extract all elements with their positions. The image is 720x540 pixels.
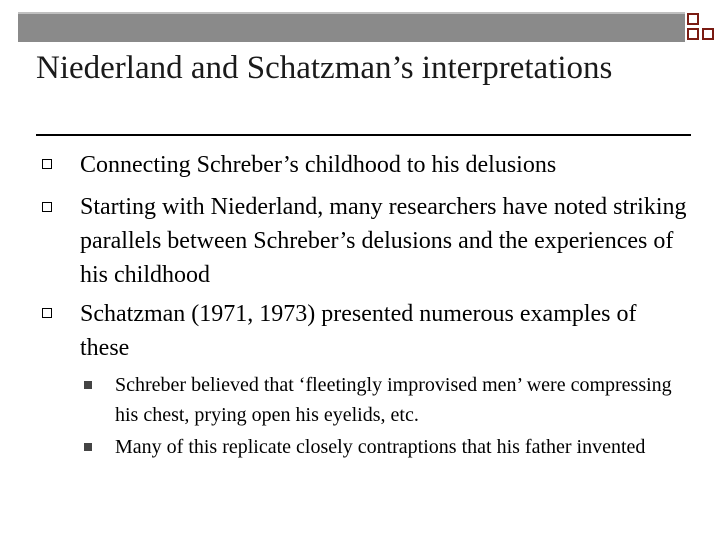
bullet-item: Starting with Niederland, many researchers have noted striking parallels between Schreber’s delusions and the experiences of his childhood — [80, 194, 687, 288]
sub-bullet-item: Many of this replicate closely contraptions that his father invented — [115, 436, 646, 458]
hollow-square-icon — [42, 308, 52, 318]
top-decorative-bar — [18, 12, 685, 42]
hollow-square-icon — [42, 159, 52, 169]
sub-bullet-item: Schreber believed that ‘fleetingly improvised men’ were compressing his chest, prying open his eyelids, etc. — [115, 374, 672, 426]
filled-square-icon — [84, 381, 92, 389]
title-underline — [36, 134, 691, 136]
slide-title: Niederland and Schatzman’s interpretations — [36, 50, 613, 86]
filled-square-icon — [84, 443, 92, 451]
bullet-item: Schatzman (1971, 1973) presented numerous examples of these — [80, 301, 637, 361]
corner-square-icon — [687, 13, 699, 25]
hollow-square-icon — [42, 202, 52, 212]
corner-square-icon — [702, 28, 714, 40]
corner-square-icon — [687, 28, 699, 40]
bullet-item: Connecting Schreber’s childhood to his delusions — [80, 152, 557, 178]
